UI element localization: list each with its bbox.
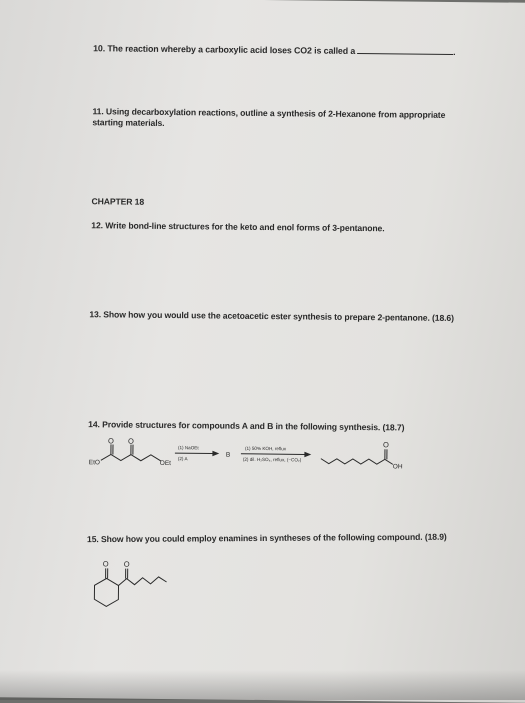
step1-reagent-1: (1) NaOEt: [178, 445, 199, 450]
question-13: 13. Show how you would use the acetoacetic ester synthesis to prepare 2-pentanone. (18.6): [89, 309, 454, 323]
q15-target-structure: [88, 548, 199, 629]
malonate-oxygen-left: O: [108, 436, 114, 445]
question-12: 12. Write bond-line structures for the keto and enol forms of 3-pentanone.: [91, 220, 384, 233]
product-oh-label: OH: [393, 463, 403, 470]
reaction-scheme: [89, 434, 430, 488]
malonate-eto-label: EtO: [89, 459, 100, 466]
malonate-bond-line: [101, 454, 161, 461]
chapter-heading: CHAPTER 18: [91, 196, 144, 207]
step1-reagent-2: (2) A: [178, 456, 189, 461]
arrowhead-2: [305, 452, 310, 456]
ring-oxygen-label: O: [103, 559, 109, 568]
step2-reagent-1: (1) 50% KOH, reflux: [245, 446, 287, 451]
question-11-line1: 11. Using decarboxylation reactions, outline a synthesis of 2-Hexanone from appropriate: [92, 106, 445, 120]
product-oxygen-label: O: [383, 440, 389, 449]
side-chain-oxygen-label: O: [124, 560, 130, 569]
question-15: 15. Show how you could employ enamines in syntheses of the following compound. (18.9): [87, 532, 447, 545]
question-11-line2: starting materials.: [92, 117, 164, 128]
arrowhead-1: [213, 451, 218, 455]
product-bond-line: [321, 459, 393, 465]
malonate-oxygen-right: O: [128, 437, 134, 446]
question-14: 14. Provide structures for compounds A and B in the following synthesis. (18.7): [88, 419, 404, 432]
step2-reagent-2: (2) dil. H₂SO₄, reflux, (−CO₂): [243, 457, 302, 463]
question-10-period: .: [453, 47, 455, 57]
cyclohexanone-ring: [94, 578, 118, 606]
answer-blank: [357, 45, 453, 55]
malonate-oet-label: OEt: [160, 460, 171, 467]
reaction-arrow-2: [241, 454, 305, 455]
intermediate-b-label: B: [226, 452, 230, 459]
question-10-text: 10. The reaction whereby a carboxylic acid loses CO2 is called a: [93, 43, 355, 56]
question-10: [93, 42, 455, 57]
